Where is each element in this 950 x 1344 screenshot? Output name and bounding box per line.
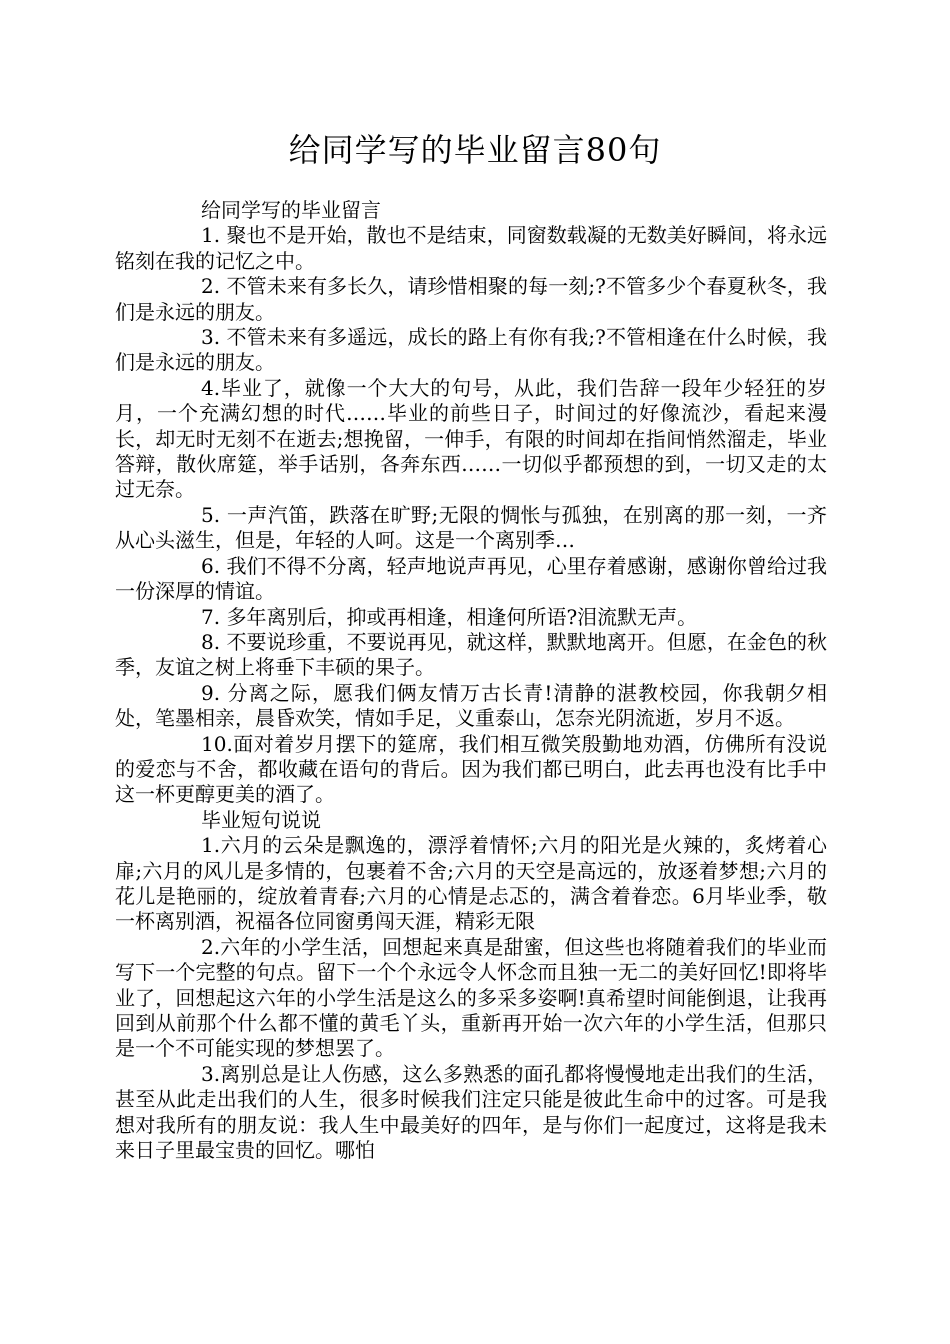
page-title: 给同学写的毕业留言80句	[288, 131, 662, 169]
paragraph: 1. 聚也不是开始，散也不是结束，同窗数载凝的无数美好瞬间，将永远铭刻在我的记忆之中。	[115, 223, 827, 273]
paragraph: 1.六月的云朵是飘逸的，漂浮着情怀;六月的阳光是火辣的，炙烤着心扉;六月的风儿是多情的，包裹着不舍;六月的天空是高远的，放逐着梦想;六月的花儿是艳丽的，绽放着青春;六月的心情是忐忑的，满含着眷恋。6月毕业季，敬一杯离别酒，祝福各位同窗勇闯天涯，精彩无限	[115, 833, 827, 934]
paragraph: 7. 多年离别后，抑或再相逢，相逢何所语?泪流默无声。	[201, 604, 698, 629]
document-body	[115, 198, 827, 1163]
section-heading: 给同学写的毕业留言	[201, 198, 381, 222]
paragraph: 2. 不管未来有多长久，请珍惜相聚的每一刻;?不管多少个春夏秋冬，我们是永远的朋友。	[115, 274, 827, 324]
paragraph: 10.面对着岁月摆下的筵席，我们相互微笑殷勤地劝酒，仿佛所有没说的爱恋与不舍，都收藏在语句的背后。因为我们都已明白，此去再也没有比手中这一杯更醇更美的酒了。	[115, 731, 827, 807]
paragraph: 2.六年的小学生活，回想起来真是甜蜜，但这些也将随着我们的毕业而写下一个完整的句点。留下一个个永远令人怀念而且独一无二的美好回忆!即将毕业了，回想起这六年的小学生活是这么的多采多姿啊!真希望时间能倒退，让我再回到从前那个什么都不懂的黄毛丫头，重新再开始一次六年的小学生活，但那只是一个不可能实现的梦想罢了。	[115, 934, 827, 1061]
section-heading: 毕业短句说说	[201, 807, 321, 832]
paragraph: 5. 一声汽笛，跌落在旷野;无限的惆怅与孤独，在别离的那一刻，一齐从心头滋生，但是，年轻的人呵。这是一个离别季…	[115, 502, 827, 553]
paragraph: 9. 分离之际，愿我们俩友情万古长青!清静的湛教校园，你我朝夕相处，笔墨相亲，晨昏欢笑，情如手足，义重泰山，怎奈光阴流逝，岁月不返。	[115, 680, 827, 731]
paragraph: 3.离别总是让人伤感，这么多熟悉的面孔都将慢慢地走出我们的生活，甚至从此走出我们的人生，很多时候我们注定只能是彼此生命中的过客。可是我想对我所有的朋友说：我人生中最美好的四年，是与你们一起度过，这将是我未来日子里最宝贵的回忆。哪怕	[115, 1061, 827, 1163]
paragraph: 3. 不管未来有多遥远，成长的路上有你有我;?不管相逢在什么时候，我们是永远的朋友。	[115, 325, 827, 375]
paragraph: 8. 不要说珍重，不要说再见，就这样，默默地离开。但愿，在金色的秋季，友谊之树上将垂下丰硕的果子。	[115, 629, 827, 680]
paragraph: 6. 我们不得不分离，轻声地说声再见，心里存着感谢，感谢你曾给过我一份深厚的情谊。	[115, 553, 827, 604]
paragraph: 4.毕业了，就像一个大大的句号，从此，我们告辞一段年少轻狂的岁月，一个充满幻想的时代……毕业的前些日子，时间过的好像流沙，看起来漫长，却无时无刻不在逝去;想挽留，一伸手，有限的时间却在指间悄然溜走，毕业答辩，散伙席筵，举手话别，各奔东西……一切似乎都预想的到，一切又走的太过无奈。	[115, 375, 827, 502]
